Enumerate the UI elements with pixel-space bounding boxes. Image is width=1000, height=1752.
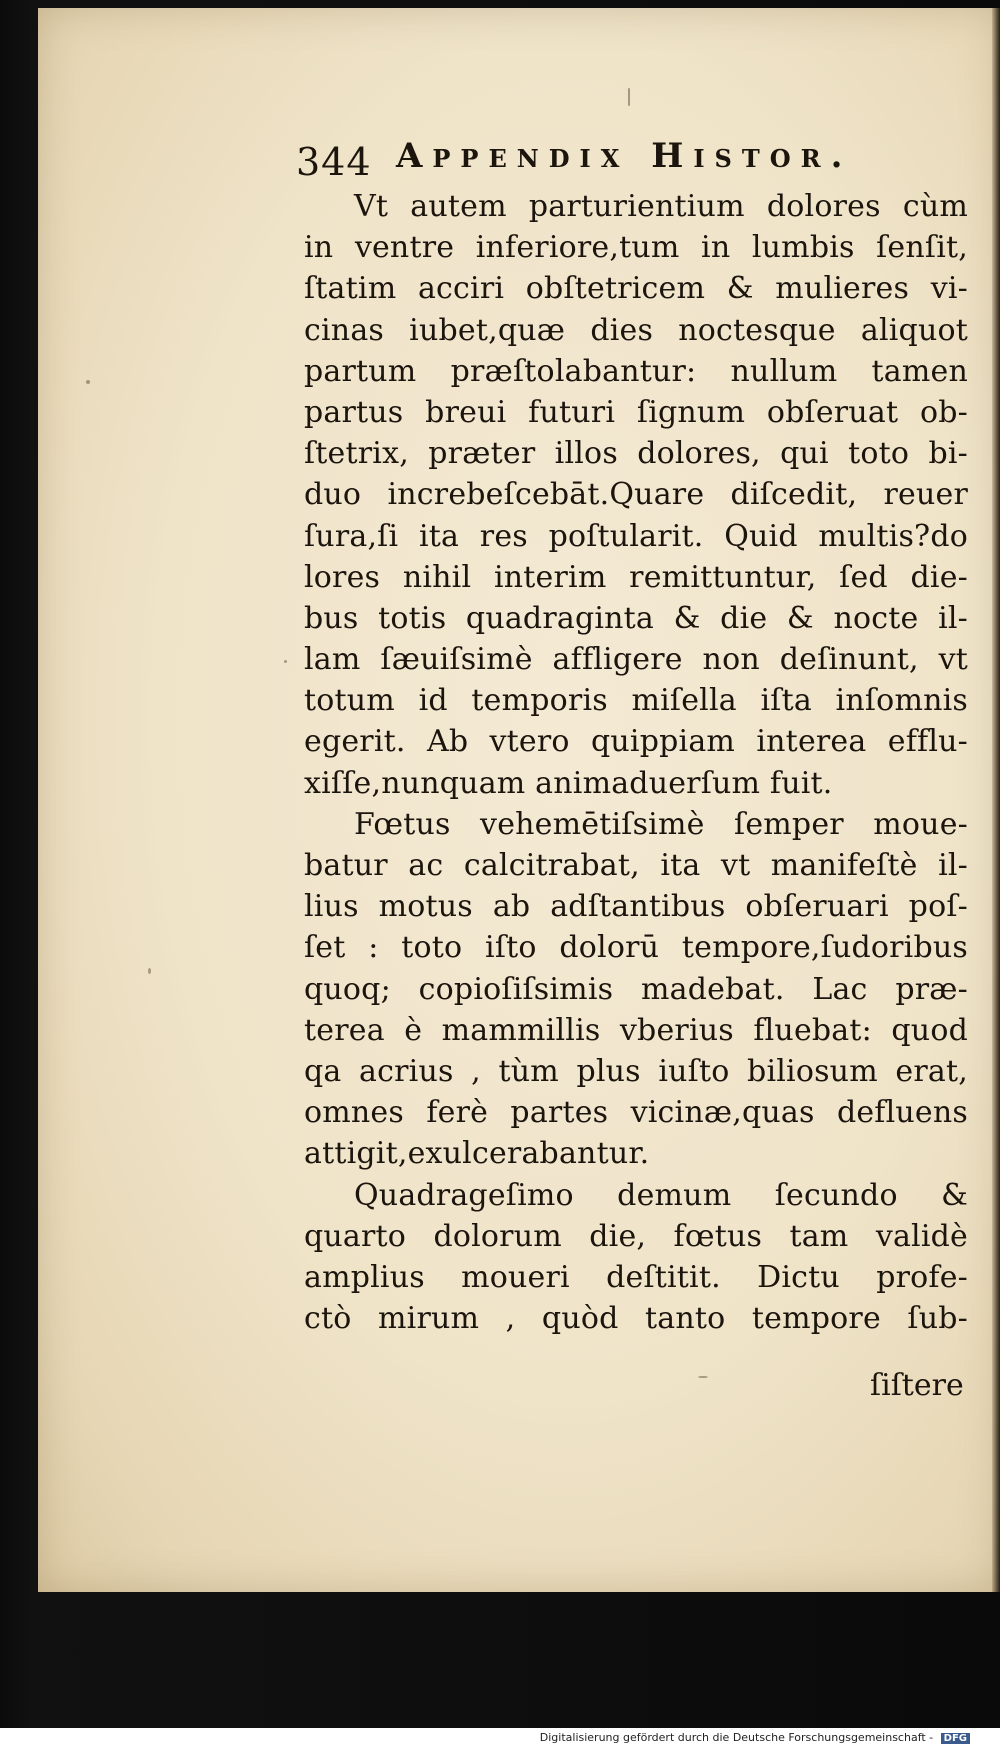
text-line: qa acrius , tùm plus iuſto biliosum erat, — [304, 1053, 968, 1089]
text-line: xiſſe,nunquam animaduerſum fuit. — [304, 765, 833, 801]
body-text — [304, 186, 968, 1339]
text-line: totum id temporis miſella iſta inſomnis — [304, 683, 968, 719]
text-line: bus totis quadraginta & die & nocte il- — [304, 600, 968, 636]
text-line: partum præſtolabantur: nullum tamen — [304, 353, 968, 389]
footer-bar — [0, 1728, 1000, 1752]
text-line: terea è mammillis vberius fluebat: quod — [304, 1012, 968, 1048]
paper-speck — [86, 380, 90, 384]
text-line: duo increbeſcebāt.Quare diſcedit, reuer — [304, 477, 968, 513]
paper-speck — [698, 1376, 708, 1378]
text-line: cinas iubet,quæ dies noctesque aliquot — [304, 312, 968, 348]
text-line: omnes ferè partes vicinæ,quas defluens — [304, 1095, 968, 1131]
footer-credit — [540, 1731, 970, 1744]
text-line: lius motus ab adſtantibus obſeruari poſ- — [304, 889, 968, 925]
text-line: ſet : toto iſto dolorū tempore,ſudoribus — [304, 930, 968, 966]
text-line: lores nihil interim remittuntur, ſed die- — [304, 559, 968, 595]
funding-credit: Digitalisierung gefördert durch die Deutsche Forschungsgemeinschaft - — [539, 1731, 934, 1744]
page-header — [296, 132, 956, 192]
paper-speck — [284, 660, 287, 663]
running-head: Appendix Histor. — [396, 136, 853, 176]
page-fore-edge — [992, 8, 1000, 1592]
text-line: quarto dolorum die, fœtus tam validè — [304, 1218, 968, 1254]
text-line: attigit,exulcerabantur. — [304, 1136, 650, 1172]
catchword: ſiſtere — [870, 1368, 964, 1403]
text-line: quoq; copioſiſsimis madebat. Lac præ- — [304, 971, 968, 1007]
text-line: batur ac calcitrabat, ita vt manifeſtè il- — [304, 848, 968, 883]
text-line: ſura,ſi ita res poſtularit. Quid multis?do — [304, 518, 968, 554]
text-line: ctò mirum , quòd tanto tempore ſub- — [304, 1301, 968, 1337]
text-line: partus breui futuri ſignum obſeruat ob- — [304, 394, 968, 430]
paper-speck — [148, 968, 151, 974]
text-line: amplius moueri deſtitit. Dictu profe- — [304, 1259, 968, 1295]
text-line: Vt autem parturientium dolores cùm — [354, 189, 968, 224]
dfg-logo: DFG — [941, 1733, 970, 1744]
text-line: Fœtus vehemētiſsimè ſemper moue- — [354, 806, 968, 842]
text-line: Quadrageſimo demum ſecundo & — [354, 1177, 968, 1213]
paper-speck — [628, 88, 630, 106]
page-number: 344 — [296, 140, 372, 184]
text-line: ſtetrix, præter illos dolores, qui toto bi- — [304, 436, 968, 472]
text-line: lam ſæuiſsimè affligere non deſinunt, vt — [304, 642, 968, 678]
text-line: in ventre inferiore,tum in lumbis ſenſit, — [304, 230, 968, 266]
text-line: ſtatim acciri obſtetricem & mulieres vi- — [304, 271, 968, 307]
text-line: egerit. Ab vtero quippiam interea efflu- — [304, 724, 968, 760]
